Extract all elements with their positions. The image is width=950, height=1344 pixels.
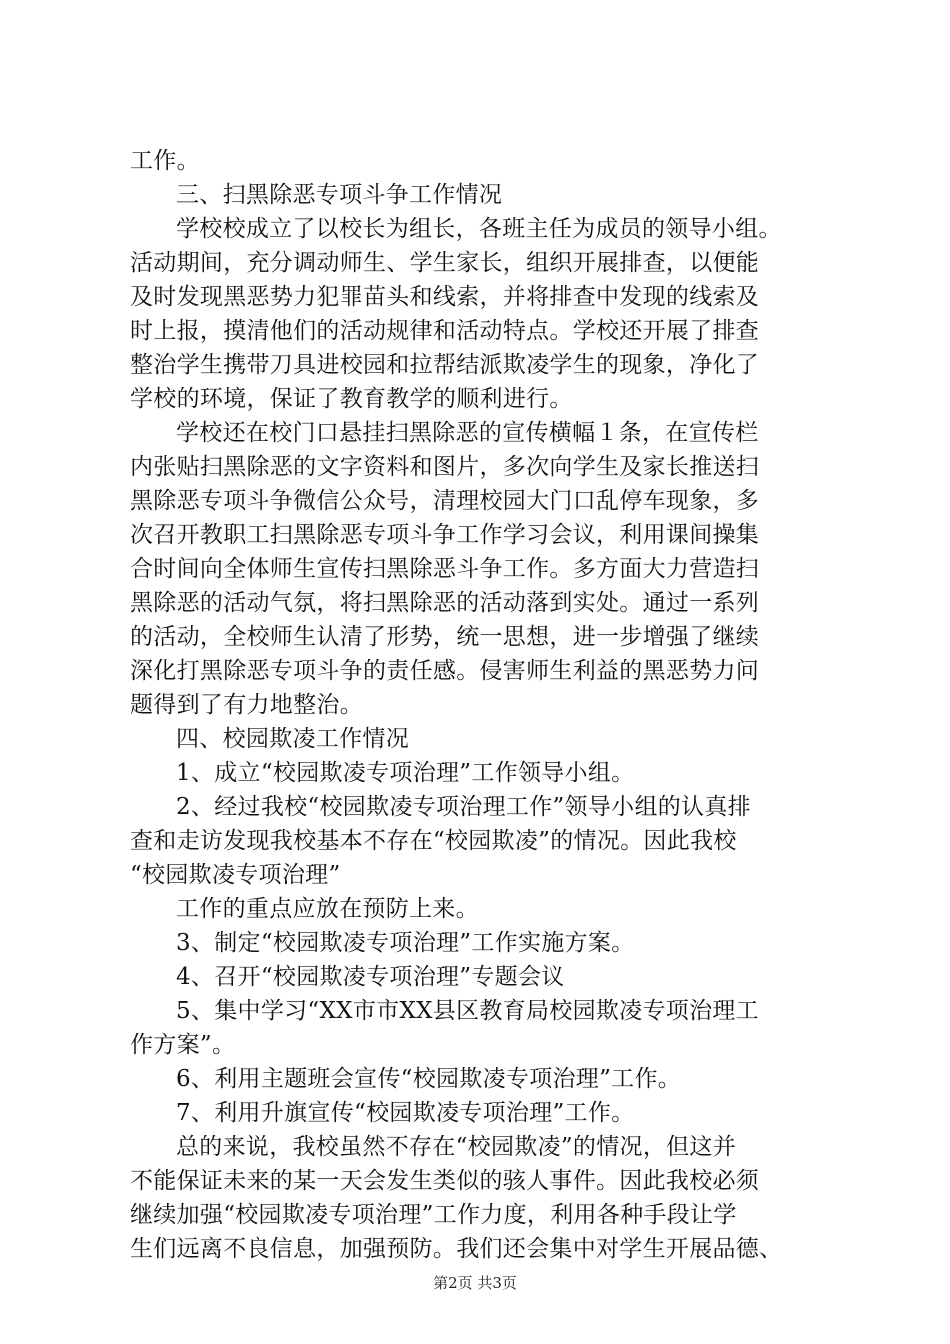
text-line: 查和走访发现我校基本不存在“校园欺凌”的情况。因此我校	[130, 828, 737, 854]
text-line: 7、利用升旗宣传“校园欺凌专项治理”工作。	[176, 1100, 635, 1126]
text-line: 活动期间，充分调动师生、学生家长，组织开展排查，以便能	[130, 250, 760, 276]
text-line: 学校还在校门口悬挂扫黑除恶的宣传横幅１条，在宣传栏	[176, 420, 759, 446]
text-line: 深化打黑除恶专项斗争的责任感。侵害师生利益的黑恶势力问	[130, 658, 760, 684]
text-line: 内张贴扫黑除恶的文字资料和图片，多次向学生及家长推送扫	[130, 454, 760, 480]
text-line: 总的来说，我校虽然不存在“校园欺凌”的情况，但这并	[176, 1134, 737, 1160]
text-line: 5、集中学习“XX市市XX县区教育局校园欺凌专项治理工	[176, 998, 759, 1024]
text-line: 黑除恶的活动气氛，将扫黑除恶的活动落到实处。通过一系列	[130, 590, 760, 616]
text-line: 合时间向全体师生宣传扫黑除恶斗争工作。多方面大力营造扫	[130, 556, 760, 582]
text-line: 不能保证未来的某一天会发生类似的骇人事件。因此我校必须	[130, 1168, 760, 1194]
text-line: 1、成立“校园欺凌专项治理”工作领导小组。	[176, 760, 635, 786]
text-line: 次召开教职工扫黑除恶专项斗争工作学习会议，利用课间操集	[130, 522, 760, 548]
text-line: 6、利用主题班会宣传“校园欺凌专项治理”工作。	[176, 1066, 682, 1092]
page-footer: 第2页 共3页	[433, 1274, 517, 1292]
text-line: 时上报，摸清他们的活动规律和活动特点。学校还开展了排查	[130, 318, 760, 344]
text-line: 题得到了有力地整治。	[130, 692, 363, 718]
text-line: 四、校园欺凌工作情况	[176, 726, 409, 752]
text-line: 3、制定“校园欺凌专项治理”工作实施方案。	[176, 930, 635, 956]
text-line: 工作。	[130, 148, 200, 174]
text-line: 4、召开“校园欺凌专项治理”专题会议	[176, 964, 565, 990]
text-line: 及时发现黑恶势力犯罪苗头和线索，并将排查中发现的线索及	[130, 284, 760, 310]
text-line: 整治学生携带刀具进校园和拉帮结派欺凌学生的现象，净化了	[130, 352, 760, 378]
text-line: 的活动，全校师生认清了形势，统一思想，进一步增强了继续	[130, 624, 760, 650]
text-line: 学校校成立了以校长为组长，各班主任为成员的领导小组。	[176, 216, 782, 242]
text-line: 工作的重点应放在预防上来。	[176, 896, 479, 922]
text-line: “校园欺凌专项治理”	[130, 862, 341, 888]
text-line: 三、扫黑除恶专项斗争工作情况	[176, 182, 503, 208]
text-line: 继续加强“校园欺凌专项治理”工作力度，利用各种手段让学	[130, 1202, 737, 1228]
text-line: 学校的环境，保证了教育教学的顺利进行。	[130, 386, 573, 412]
text-line: 作方案”。	[130, 1032, 236, 1058]
text-line: 黑除恶专项斗争微信公众号，清理校园大门口乱停车现象，多	[130, 488, 760, 514]
text-line: 生们远离不良信息，加强预防。我们还会集中对学生开展品德、	[130, 1236, 783, 1262]
text-line: 2、经过我校“校园欺凌专项治理工作”领导小组的认真排	[176, 794, 751, 820]
